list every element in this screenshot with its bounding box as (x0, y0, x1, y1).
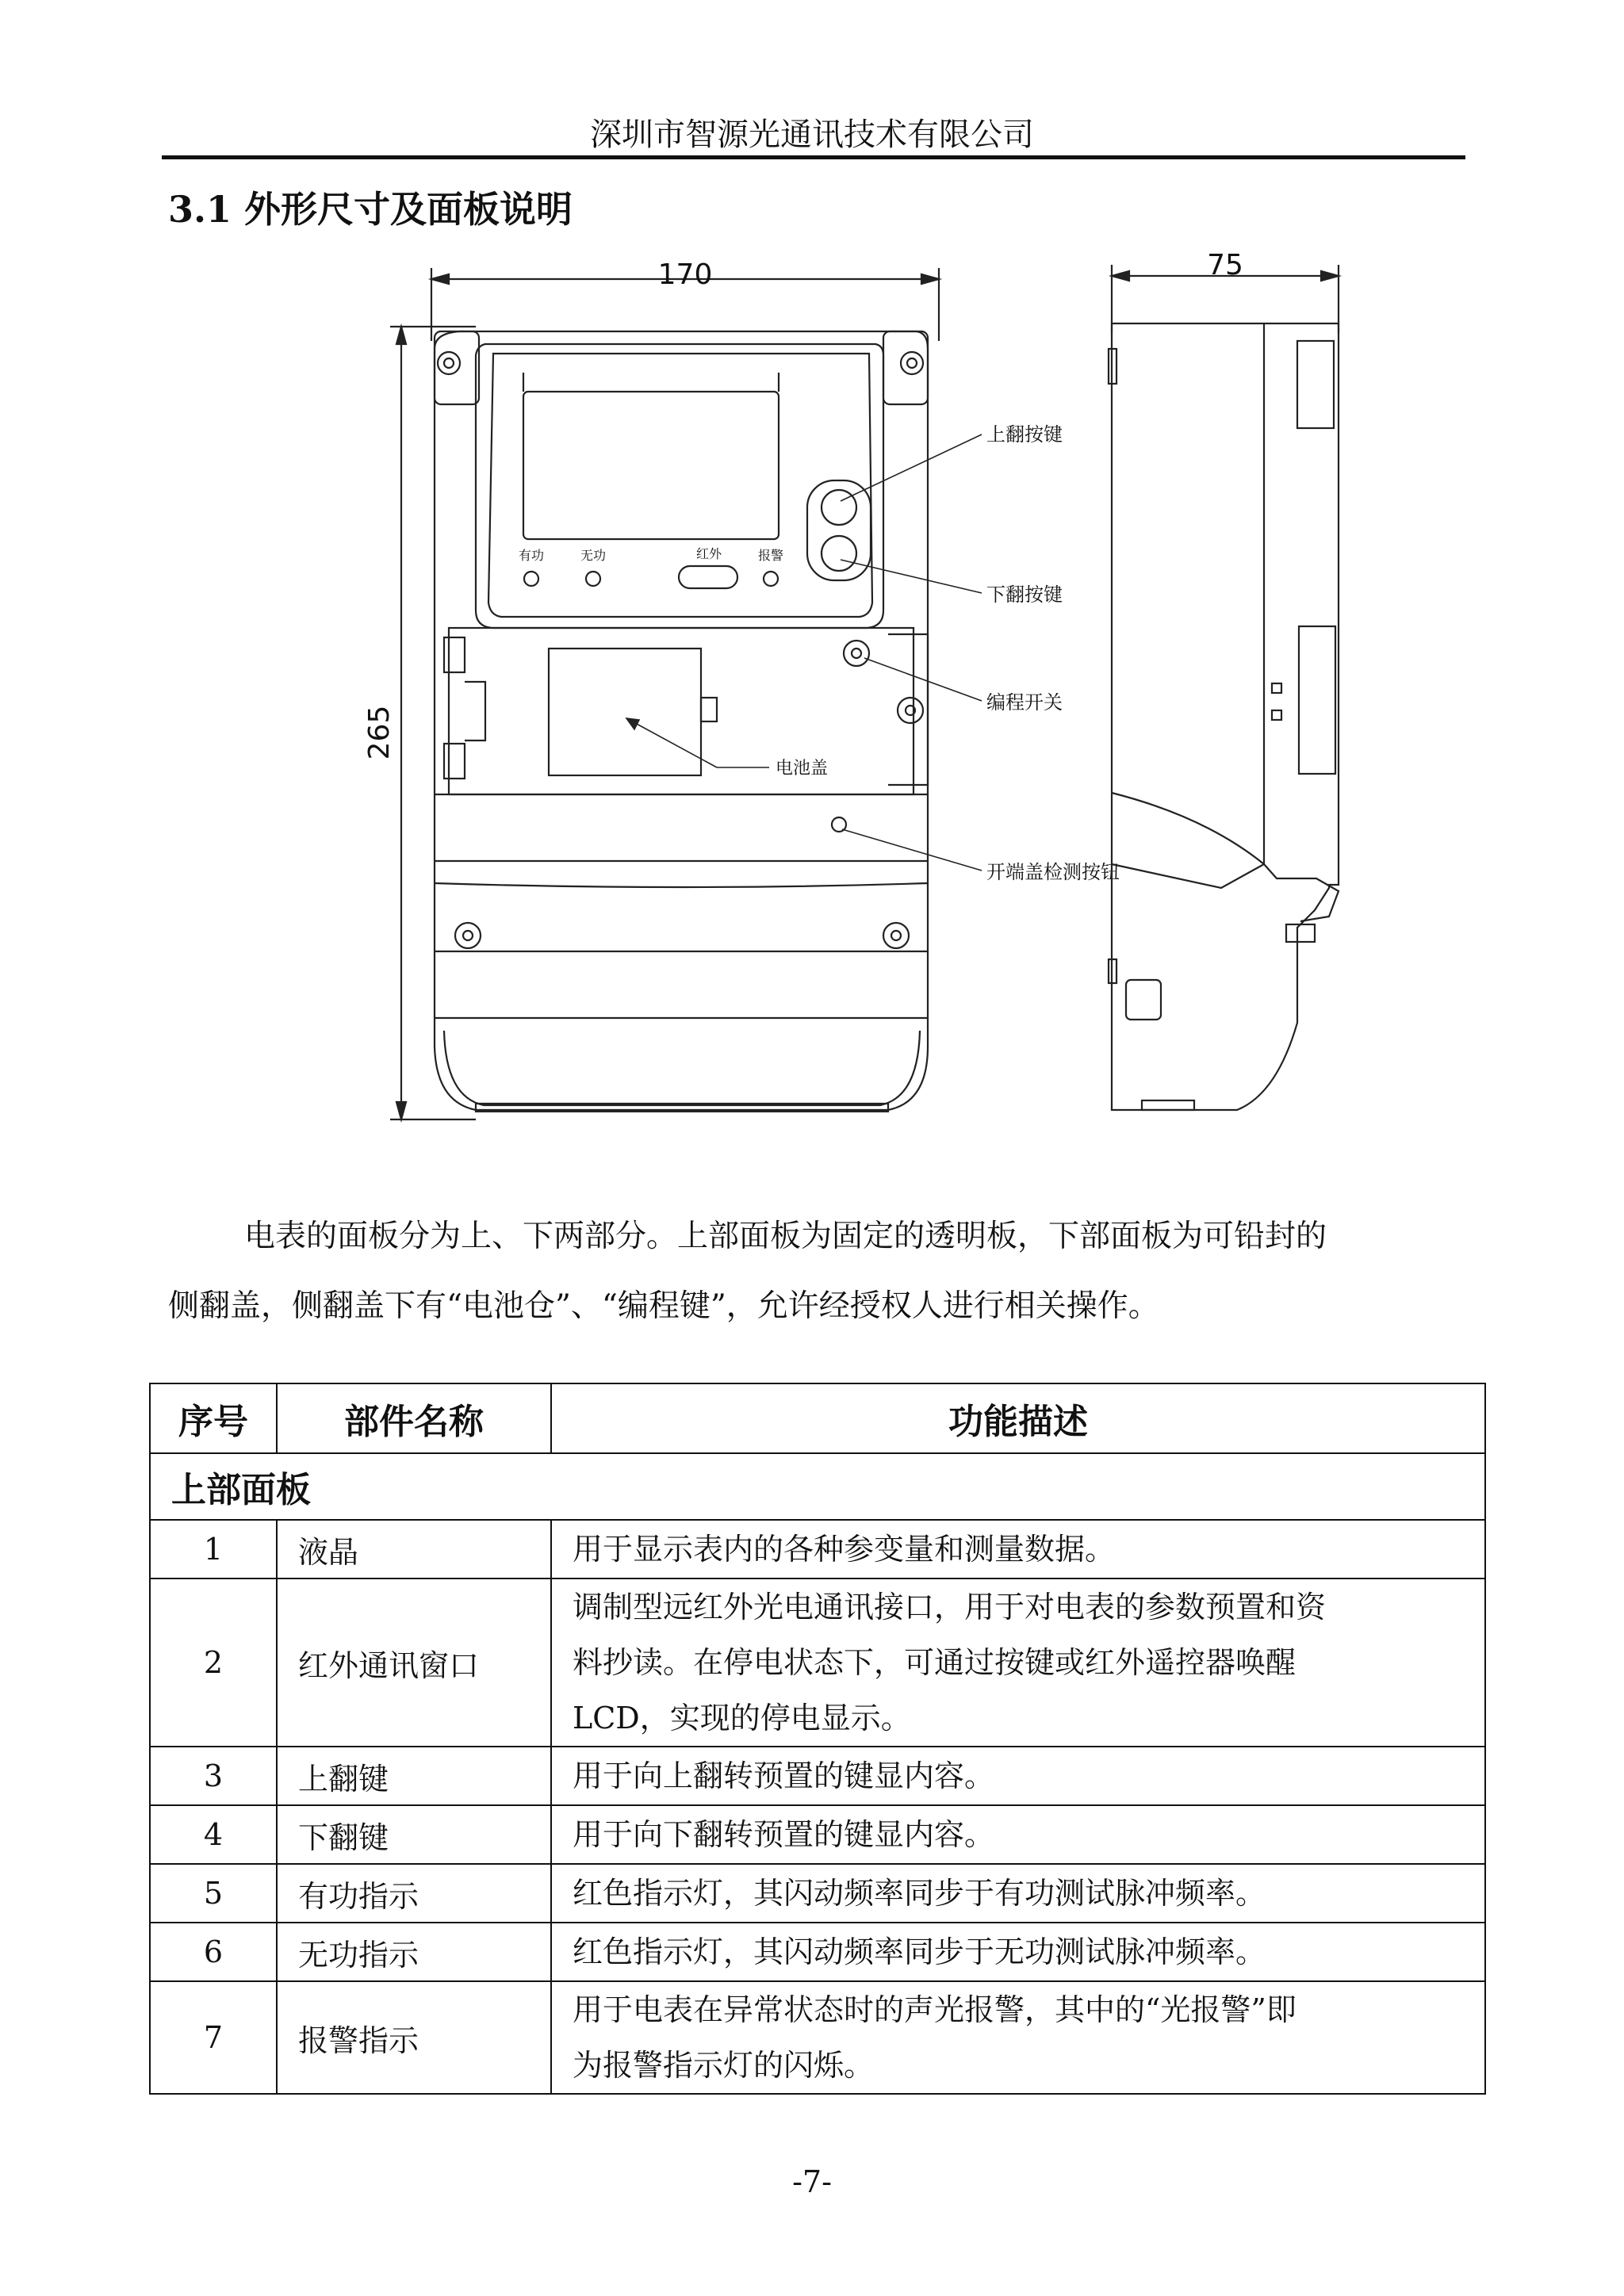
meter-front-view (435, 331, 928, 1112)
table-row (150, 1520, 1485, 1578)
desc-line: LCD，实现的停电显示。 (573, 1701, 911, 1735)
row-no: 6 (150, 1923, 277, 1981)
row-desc (551, 1578, 1485, 1747)
row-name: 下翻键 (277, 1805, 551, 1864)
page-header: 深圳市智源光通讯技术有限公司 (590, 117, 1034, 153)
row-desc (551, 1981, 1485, 2094)
header-no: 序号 (150, 1383, 277, 1453)
group-row (150, 1453, 1485, 1520)
desc-line: 用于向上翻转预置的键显内容。 (573, 1758, 995, 1793)
desc-line: 用于向下翻转预置的键显内容。 (573, 1817, 995, 1852)
row-desc (551, 1747, 1485, 1805)
intro-paragraph (168, 1202, 1469, 1341)
row-no: 3 (150, 1747, 277, 1805)
group-label: 上部面板 (150, 1453, 1485, 1520)
meter-side-view (1109, 323, 1339, 1110)
header-name: 部件名称 (277, 1383, 551, 1453)
depth-label: 75 (1207, 249, 1243, 281)
table-header-row (150, 1383, 1485, 1453)
desc-line: 用于显示表内的各种参变量和测量数据。 (573, 1532, 1116, 1567)
table-row (150, 1578, 1485, 1747)
desc-line: 用于电表在异常状态时的声光报警，其中的“光报警”即 (573, 1992, 1297, 2027)
paragraph-line-1: 电表的面板分为上、下两部分。上部面板为固定的透明板，下部面板为可铅封的 (244, 1219, 1327, 1254)
dimension-depth (1112, 249, 1339, 333)
table-row (150, 1981, 1485, 2094)
row-no: 7 (150, 1981, 277, 2094)
desc-line: 为报警指示灯的闪烁。 (573, 2048, 875, 2083)
desc-line: 调制型远红外光电通讯接口，用于对电表的参数预置和资 (573, 1590, 1327, 1624)
dimension-height (363, 327, 476, 1119)
led-active-label: 有功 (518, 548, 545, 563)
up-key[interactable] (822, 490, 856, 525)
row-desc (551, 1805, 1485, 1864)
led-reactive-label: 无功 (580, 548, 607, 563)
ir-window-label: 红外 (695, 546, 722, 561)
dimension-width (431, 258, 939, 341)
down-key[interactable] (822, 536, 856, 571)
row-name: 上翻键 (277, 1747, 551, 1805)
row-name: 无功指示 (277, 1923, 551, 1981)
row-name: 报警指示 (277, 1981, 551, 2094)
callout-battery-cover: 电池盖 (776, 759, 829, 779)
table-row (150, 1805, 1485, 1864)
section-title: 3.1 外形尺寸及面板说明 (168, 188, 573, 231)
programming-switch[interactable] (844, 641, 869, 666)
header-desc: 功能描述 (551, 1383, 1485, 1453)
row-no: 2 (150, 1578, 277, 1747)
row-name: 液晶 (277, 1520, 551, 1578)
row-name: 有功指示 (277, 1864, 551, 1923)
row-no: 1 (150, 1520, 277, 1578)
page-number: -7- (792, 2164, 832, 2199)
battery-cover (549, 649, 701, 775)
table-row (150, 1864, 1485, 1923)
table-row (150, 1923, 1485, 1981)
row-no: 5 (150, 1864, 277, 1923)
row-desc (551, 1864, 1485, 1923)
table-row (150, 1747, 1485, 1805)
callout-down-key: 下翻按键 (986, 584, 1063, 606)
callout-up-key: 上翻按键 (986, 423, 1063, 446)
row-name: 红外通讯窗口 (277, 1578, 551, 1747)
callout-cover-button: 开端盖检测按钮 (986, 861, 1120, 883)
parts-table (149, 1383, 1486, 2095)
callout-prog-switch: 编程开关 (986, 691, 1063, 714)
height-label: 265 (363, 705, 396, 760)
led-alarm-label: 报警 (757, 548, 784, 563)
desc-line: 料抄读。在停电状态下，可通过按键或红外遥控器唤醒 (573, 1645, 1297, 1680)
row-desc (551, 1520, 1485, 1578)
desc-line: 红色指示灯，其闪动频率同步于无功测试脉冲频率。 (573, 1934, 1266, 1969)
desc-line: 红色指示灯，其闪动频率同步于有功测试脉冲频率。 (573, 1876, 1266, 1911)
row-no: 4 (150, 1805, 277, 1864)
width-label: 170 (657, 258, 713, 291)
paragraph-line-2: 侧翻盖，侧翻盖下有“电池仓”、“编程键”，允许经授权人进行相关操作。 (168, 1288, 1159, 1324)
row-desc (551, 1923, 1485, 1981)
